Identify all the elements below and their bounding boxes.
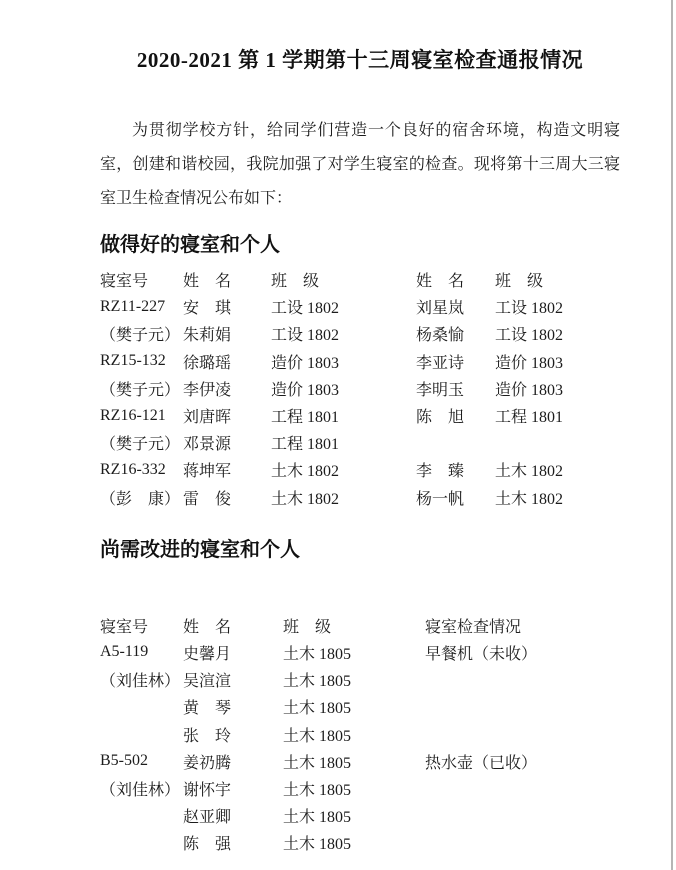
table-cell: 土木 1805	[283, 673, 352, 691]
column-header: 班 级	[495, 273, 544, 291]
table-cell: 工设 1802	[495, 300, 564, 318]
table-cell: 陈 旭	[416, 409, 465, 427]
table-cell: （刘佳林）	[100, 673, 181, 691]
column-header: 寝室号	[100, 618, 149, 636]
table-cell: 造价 1803	[271, 354, 340, 372]
table-cell: 黄 琴	[183, 700, 232, 718]
table-cell: 土木 1805	[283, 809, 352, 827]
table-cell: 陈 强	[183, 836, 232, 854]
table-cell	[495, 429, 620, 456]
table-cell: （彭 康）	[100, 490, 181, 508]
table-cell: A5-119	[100, 643, 149, 661]
table-cell: 李亚诗	[416, 354, 465, 372]
intro-paragraph: 为贯彻学校方针，给同学们营造一个良好的宿舍环境，构造文明寝室，创建和谐校园，我院加强了对学生寝室的检查。现将第十三周大三寝室卫生检查情况公布如下：	[100, 122, 620, 207]
table-cell: 早餐机（未收）	[425, 645, 538, 663]
table-header-row	[100, 612, 620, 639]
table-cell	[100, 829, 183, 856]
improve-dorms-table	[100, 612, 620, 857]
table-row	[100, 693, 620, 720]
table-row	[100, 829, 620, 856]
column-header: 寝室号	[100, 273, 149, 291]
table-cell: 刘唐晖	[183, 409, 232, 427]
table-cell: 土木 1805	[283, 727, 352, 745]
table-cell: （樊子元）	[100, 436, 181, 454]
table-row	[100, 320, 620, 347]
table-row	[100, 456, 620, 483]
table-cell: RZ11-227	[100, 297, 166, 315]
table-cell: 邓景源	[183, 436, 232, 454]
table-cell: 姜礽腾	[183, 754, 232, 772]
table-row	[100, 666, 620, 693]
table-cell: 土木 1805	[283, 836, 352, 854]
table-cell: 刘星岚	[416, 300, 465, 318]
table-row	[100, 484, 620, 511]
table-cell: 工程 1801	[271, 409, 340, 427]
table-cell: 造价 1803	[271, 381, 340, 399]
table-cell: 土木 1805	[283, 754, 352, 772]
table-cell: 李 臻	[416, 463, 465, 481]
table-row	[100, 429, 620, 456]
table-cell	[425, 802, 620, 829]
table-cell: 蒋坤军	[183, 463, 232, 481]
table-cell: RZ16-332	[100, 460, 166, 478]
table-cell: 土木 1805	[283, 645, 352, 663]
column-header: 班 级	[271, 273, 320, 291]
table-cell: 热水壶（已收）	[425, 754, 538, 772]
table-row	[100, 402, 620, 429]
table-cell: 李明玉	[416, 381, 465, 399]
table-cell	[425, 720, 620, 747]
table-row	[100, 802, 620, 829]
table-cell: 造价 1803	[495, 381, 564, 399]
table-cell	[425, 693, 620, 720]
table-cell: RZ16-121	[100, 406, 166, 424]
column-header: 班 级	[283, 618, 332, 636]
table-row	[100, 748, 620, 775]
table-cell: （樊子元）	[100, 327, 181, 345]
table-cell: 土木 1802	[495, 463, 564, 481]
table-cell	[416, 429, 495, 456]
table-cell: 杨一帆	[416, 490, 465, 508]
table-cell: （刘佳林）	[100, 781, 181, 799]
table-cell: 工设 1802	[495, 327, 564, 345]
table-cell: 土木 1802	[495, 490, 564, 508]
table-cell	[425, 829, 620, 856]
table-cell: 吴渲渲	[183, 673, 232, 691]
table-row	[100, 375, 620, 402]
table-cell: 土木 1802	[271, 490, 340, 508]
table-cell: 徐璐瑶	[183, 354, 232, 372]
table-cell	[100, 693, 183, 720]
table-cell: （樊子元）	[100, 381, 181, 399]
table-row	[100, 348, 620, 375]
table-cell: 李伊凌	[183, 381, 232, 399]
table-row	[100, 720, 620, 747]
table-row	[100, 639, 620, 666]
table-cell	[425, 666, 620, 693]
table-cell: B5-502	[100, 752, 148, 770]
table-cell: 土木 1805	[283, 700, 352, 718]
table-cell: 朱莉娟	[183, 327, 232, 345]
table-cell: RZ15-132	[100, 352, 166, 370]
good-dorms-table	[100, 266, 620, 511]
table-cell: 工设 1802	[271, 300, 340, 318]
table-cell: 土木 1805	[283, 781, 352, 799]
table-cell: 工程 1801	[495, 409, 564, 427]
table-row	[100, 293, 620, 320]
table-cell: 张 玲	[183, 727, 232, 745]
table-cell: 造价 1803	[495, 354, 564, 372]
table-cell: 工程 1801	[271, 436, 340, 454]
table-cell: 史馨月	[183, 645, 232, 663]
table-cell	[100, 720, 183, 747]
table-row	[100, 775, 620, 802]
table-header-row	[100, 266, 620, 293]
column-header: 寝室检查情况	[425, 618, 522, 636]
column-header: 姓 名	[183, 273, 232, 291]
table-cell	[100, 802, 183, 829]
table-cell: 雷 俊	[183, 490, 232, 508]
page-edge-line	[671, 0, 673, 870]
table-cell: 土木 1802	[271, 463, 340, 481]
table-cell: 赵亚卿	[183, 809, 232, 827]
column-header: 姓 名	[416, 273, 465, 291]
document-title: 2020-2021 第 1 学期第十三周寝室检查通报情况	[136, 48, 584, 72]
section-heading-good-dorms: 做得好的寝室和个人	[100, 234, 280, 256]
table-cell: 工设 1802	[271, 327, 340, 345]
column-header: 姓 名	[183, 618, 232, 636]
table-cell: 谢怀宇	[183, 781, 232, 799]
table-cell: 安 琪	[183, 300, 232, 318]
table-cell: 杨桑愉	[416, 327, 465, 345]
section-heading-improve-dorms: 尚需改进的寝室和个人	[100, 538, 300, 561]
table-cell	[425, 775, 620, 802]
